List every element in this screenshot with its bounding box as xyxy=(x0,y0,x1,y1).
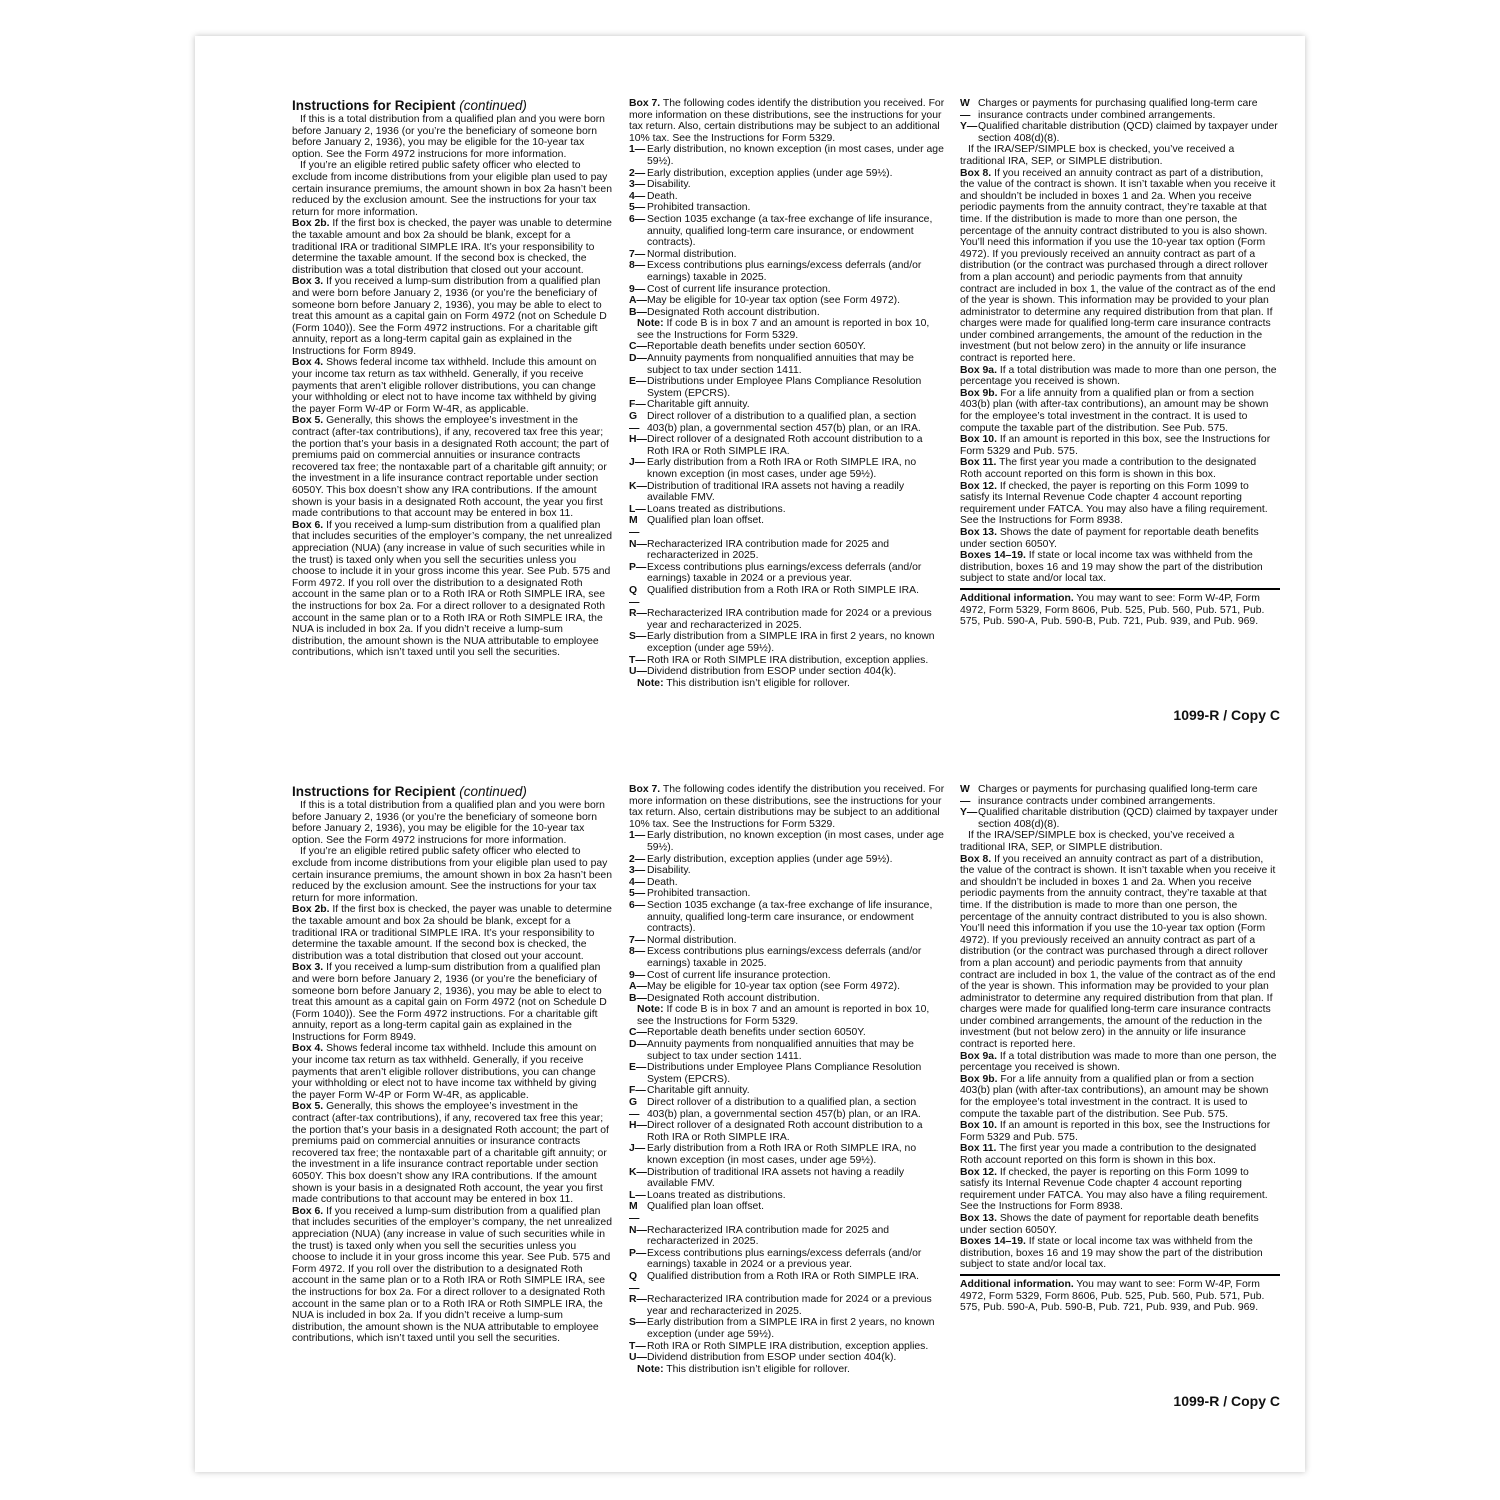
paragraph-text: The first year you made a contribution to the designated Roth account reported on this form is shown in this box. xyxy=(960,457,1257,480)
paragraph xyxy=(292,357,612,415)
code-item xyxy=(960,784,1280,807)
code-key: 6— xyxy=(629,213,646,225)
paragraph xyxy=(960,1120,1280,1143)
code-description: Excess contributions plus earnings/excess deferrals (and/or earnings) taxable in 2024 or a previous year. xyxy=(647,561,922,585)
paragraph xyxy=(292,846,612,904)
code-key: 4— xyxy=(629,190,646,202)
code-description: Roth IRA or Roth SIMPLE IRA distribution, exception applies. xyxy=(647,654,929,666)
box-label: Box 2b. xyxy=(292,904,330,916)
code-item xyxy=(629,1341,947,1353)
column-3 xyxy=(960,784,1280,1314)
code-description: Death. xyxy=(647,190,678,202)
box-label: Box 8. xyxy=(960,853,992,865)
box-label: Box 6. xyxy=(292,519,324,531)
code-key: E— xyxy=(629,376,647,388)
paragraph-text: Shows federal income tax withheld. Include this amount on your income tax return as tax withheld. Generally, if you receive payments that aren’t eligible rollover distributions, you can change your withholding or elect not to have income tax withheld by giving the payer Form W-4P or Form W-4R, as applicable. xyxy=(292,1043,597,1101)
code-description: Early distribution, exception applies (under age 59½). xyxy=(647,167,893,179)
note-rollover: Note: This distribution isn’t eligible for rollover. xyxy=(637,1363,850,1375)
code-description: Direct rollover of a distribution to a qualified plan, a section 403(b) plan, a governmental section 457(b) plan, or an IRA. xyxy=(647,411,921,434)
paragraph-text: For a life annuity from a qualified plan or from a section 403(b) plan (with after-tax contributions), an amount may be shown for the employee’s total investment in the contract. It is used to compute the taxable part of the distribution. See Pub. 575. xyxy=(960,1073,1269,1120)
code-key: S— xyxy=(629,1317,647,1329)
box-label: Box 9b. xyxy=(960,387,998,399)
code-item xyxy=(629,249,947,261)
code-item xyxy=(629,585,947,608)
code-item xyxy=(629,830,947,853)
paragraph xyxy=(292,160,612,218)
paragraph-text: If you received an annuity contract as part of a distribution, the value of the contract is shown. It isn’t taxable when you receive it and shouldn’t be included in boxes 1 and 2a. When you receive periodic payments from the annuity contract, they’re taxable at that time. If the distribution is made to more than one person, the percentage of the annuity contract distributed to you is also shown. You’ll need this information if you use the 10-year tax option (Form 4972). If you previously received an annuity contract as part of a distribution (or the contract was purchased through a direct rollover from a plan account) and periodic payments from that annuity contract are included in box 1, the value of the contract as of the end of the year is shown. This information may be provided to your plan administrator to determine any required distribution from that plan. If charges were made for qualified long-term care insurance contracts under combined arrangements, the amount of the reduction in the investment (but not below zero) in the annuity or life insurance contract is reported here. xyxy=(960,853,1276,1051)
code-description: Charitable gift annuity. xyxy=(647,399,750,411)
paragraph xyxy=(292,218,612,276)
code-key: 2— xyxy=(629,167,646,179)
paragraph xyxy=(960,1051,1280,1074)
code-description: Qualified charitable distribution (QCD) claimed by taxpayer under section 408(d)(8). xyxy=(978,807,1278,830)
code-item xyxy=(629,888,947,900)
code-description: Annuity payments from nonqualified annuities that may be subject to tax under section 1411. xyxy=(647,353,914,376)
code-item xyxy=(629,144,947,167)
box-label: Box 8. xyxy=(960,167,992,179)
code-key: 3— xyxy=(629,179,646,191)
code-key: R— xyxy=(629,1294,647,1306)
code-description: Recharacterized IRA contribution made for 2025 and recharacterized in 2025. xyxy=(647,1224,890,1248)
box-label: Box 3. xyxy=(292,962,324,974)
note-rollover: Note: This distribution isn’t eligible for rollover. xyxy=(637,677,850,689)
paragraph-text: The first year you made a contribution to the designated Roth account reported on this form is shown in this box. xyxy=(960,1143,1257,1166)
code-description: Direct rollover of a designated Roth account distribution to a Roth IRA or Roth SIMPLE IRA. xyxy=(647,1120,923,1143)
paragraph xyxy=(292,904,612,962)
box-label: Box 9a. xyxy=(960,364,997,376)
code-key: Y— xyxy=(960,121,978,133)
instructions-heading: Instructions for Recipient (continued) xyxy=(292,784,527,799)
code-description: Disability. xyxy=(647,865,691,877)
code-key: K— xyxy=(629,1166,647,1178)
code-description: Qualified distribution from a Roth IRA or Roth SIMPLE IRA. xyxy=(647,584,920,596)
code-key: 5— xyxy=(629,202,646,214)
code-description: Qualified charitable distribution (QCD) claimed by taxpayer under section 408(d)(8). xyxy=(978,121,1278,144)
code-description: Distribution of traditional IRA assets not having a readily available FMV. xyxy=(647,480,905,504)
paragraph-text: If you received a lump-sum distribution from a qualified plan and were born before January 2, 1936 (or you’re the beneficiary of someone born before January 2, 1936), you may be able to elect to treat this amount as a capital gain on Form 4972 (not on Schedule D (Form 1040)). See the Form 4972 instructions. For a charitable gift annuity, report as a long-term capital gain as explained in the Instructions for Form 8949. xyxy=(292,962,607,1043)
code-item xyxy=(629,376,947,399)
code-list xyxy=(629,341,947,677)
code-item xyxy=(629,411,947,434)
code-list xyxy=(629,830,947,1004)
code-description: Prohibited transaction. xyxy=(647,202,751,214)
paragraph-text: If a total distribution was made to more than one person, the percentage you received is shown. xyxy=(960,1050,1277,1074)
code-description: May be eligible for 10-year tax option (see Form 4972). xyxy=(647,981,900,993)
code-key: J— xyxy=(629,457,646,469)
code-description: Early distribution from a SIMPLE IRA in first 2 years, no known exception (under age 59½). xyxy=(647,1317,935,1340)
code-key: H— xyxy=(629,434,647,446)
column-1 xyxy=(292,98,612,659)
column-1-body xyxy=(292,114,612,659)
box-label: Box 6. xyxy=(292,1205,324,1217)
code-description: Disability. xyxy=(647,179,691,191)
code-description: Charitable gift annuity. xyxy=(647,1085,750,1097)
box-label: Box 12. xyxy=(960,1166,997,1178)
box-label: Box 9a. xyxy=(960,1050,997,1062)
paragraph-text: If you’re an eligible retired public safety officer who elected to exclude from income distributions from your eligible plan used to pay certain insurance premiums, the amount shown in box 2a hasn’t been reduced by the exclusion amount. See the instructions for your tax return for more information. xyxy=(292,160,612,218)
code-key: 3— xyxy=(629,865,646,877)
code-key: W— xyxy=(960,784,971,807)
paragraph xyxy=(960,854,1280,1051)
code-key: A— xyxy=(629,981,647,993)
box-label: Box 11. xyxy=(960,1143,997,1155)
code-key: 1— xyxy=(629,830,646,842)
code-item xyxy=(629,865,947,877)
code-description: Death. xyxy=(647,876,678,888)
code-item xyxy=(629,608,947,631)
code-item xyxy=(629,341,947,353)
code-key: N— xyxy=(629,538,647,550)
box-label: Boxes 14–19. xyxy=(960,550,1026,562)
code-description: Charges or payments for purchasing qualified long-term care insurance contracts under combined arrangements. xyxy=(978,98,1258,121)
code-item xyxy=(629,631,947,654)
box-label: Boxes 14–19. xyxy=(960,1236,1026,1248)
paragraph-text: If checked, the payer is reporting on this Form 1099 to satisfy its Internal Revenue Code chapter 4 account reporting requirement under FATCA. You may also have a filing requirement. See the Instructions for Form 8938. xyxy=(960,1166,1268,1213)
paragraph xyxy=(960,527,1280,550)
paragraph xyxy=(960,1236,1280,1271)
paragraph xyxy=(292,415,612,519)
code-key: 1— xyxy=(629,144,646,156)
paragraph-text: If the first box is checked, the payer was unable to determine the taxable amount and box 2a should be blank, except for a traditional IRA or traditional SIMPLE IRA. It’s your responsibility to determine the taxable amount. If the second box is checked, the distribution was a total distribution that closed out your account. xyxy=(292,904,612,962)
code-key: Q— xyxy=(629,584,640,608)
code-item xyxy=(629,1248,947,1271)
code-key: E— xyxy=(629,1062,647,1074)
code-item xyxy=(629,993,947,1005)
code-description: Designated Roth account distribution. xyxy=(647,992,820,1004)
column-2 xyxy=(629,784,947,1375)
code-item xyxy=(629,1317,947,1340)
code-description: Charges or payments for purchasing qualified long-term care insurance contracts under combined arrangements. xyxy=(978,784,1258,807)
code-key: F— xyxy=(629,399,646,411)
code-item xyxy=(629,946,947,969)
paragraph xyxy=(960,365,1280,388)
paragraph-text: For a life annuity from a qualified plan or from a section 403(b) plan (with after-tax contributions), an amount may be shown for the employee’s total investment in the contract. It is used to compute the taxable part of the distribution. See Pub. 575. xyxy=(960,387,1269,434)
box-list xyxy=(960,854,1280,1271)
box-label: Box 10. xyxy=(960,434,997,446)
code-key: 9— xyxy=(629,283,646,295)
box-label: Box 13. xyxy=(960,526,997,538)
copy-label: 1099-R / Copy C xyxy=(1173,707,1280,723)
paragraph-text: If a total distribution was made to more than one person, the percentage you received is shown. xyxy=(960,364,1277,388)
code-key: T— xyxy=(629,654,646,666)
code-key: L— xyxy=(629,503,646,515)
code-description: Qualified plan loan offset. xyxy=(647,1201,765,1213)
code-key: T— xyxy=(629,1340,646,1352)
box-label: Box 3. xyxy=(292,276,324,288)
code-key: C— xyxy=(629,341,647,353)
code-key: 6— xyxy=(629,899,646,911)
ira-note: If the IRA/SEP/SIMPLE box is checked, you’ve received a traditional IRA, SEP, or SIMPLE distribution. xyxy=(960,830,1235,853)
code-description: Distribution of traditional IRA assets not having a readily available FMV. xyxy=(647,1166,905,1190)
code-key: A— xyxy=(629,295,647,307)
box-label: Box 2b. xyxy=(292,218,330,230)
code-key: D— xyxy=(629,353,647,365)
code-item xyxy=(629,353,947,376)
code-item xyxy=(629,202,947,214)
code-key: P— xyxy=(629,1247,647,1259)
code-description: Early distribution, no known exception (in most cases, under age 59½). xyxy=(647,144,944,167)
box-label: Box 4. xyxy=(292,1043,324,1055)
box7-intro: Box 7. The following codes identify the distribution you received. For more information on these distributions, see the instructions for your tax return. Also, certain distributions may be subject to an additional 10% tax. See the Instructions for Form 5329. xyxy=(629,784,945,830)
code-item xyxy=(629,539,947,562)
code-description: Excess contributions plus earnings/excess deferrals (and/or earnings) taxable in 2025. xyxy=(647,260,922,283)
paragraph xyxy=(960,481,1280,527)
code-item xyxy=(629,970,947,982)
paragraph xyxy=(960,168,1280,365)
code-description: Qualified plan loan offset. xyxy=(647,515,765,527)
code-description: Cost of current life insurance protection. xyxy=(647,283,831,295)
code-item xyxy=(960,807,1280,830)
paragraph xyxy=(292,800,612,846)
code-item xyxy=(629,179,947,191)
code-item xyxy=(629,1271,947,1294)
code-item xyxy=(629,900,947,935)
code-item xyxy=(629,260,947,283)
copy-label: 1099-R / Copy C xyxy=(1173,1393,1280,1409)
paragraph-text: If you received a lump-sum distribution from a qualified plan that includes securities of the employer’s company, the net unrealized appreciation (NUA) (any increase in value of such securities while in the trust) is taxed only when you sell the securities unless you choose to include it in your gross income this year. See Pub. 575 and Form 4972. If you roll over the distribution to a designated Roth account in the same plan or to a Roth IRA or Roth SIMPLE IRA, see the instructions for box 2a. For a direct rollover to a designated Roth account in the same plan or to a Roth IRA or Roth SIMPLE IRA, the NUA is included in box 2a. If you didn’t receive a lump-sum distribution, the amount shown is the NUA attributable to employee contributions, which isn’t taxed until you sell the securities. xyxy=(292,519,612,659)
code-description: May be eligible for 10-year tax option (see Form 4972). xyxy=(647,295,900,307)
code-key: S— xyxy=(629,631,647,643)
code-item xyxy=(629,854,947,866)
column-1-body xyxy=(292,800,612,1345)
code-key: R— xyxy=(629,608,647,620)
code-item xyxy=(629,981,947,993)
code-item xyxy=(629,168,947,180)
column-2 xyxy=(629,98,947,689)
paragraph xyxy=(960,457,1280,480)
code-item xyxy=(629,504,947,516)
code-item xyxy=(629,1167,947,1190)
code-key: B— xyxy=(629,306,647,318)
paragraph xyxy=(960,1074,1280,1120)
box7-intro: Box 7. The following codes identify the distribution you received. For more information on these distributions, see the instructions for your tax return. Also, certain distributions may be subject to an additional 10% tax. See the Instructions for Form 5329. xyxy=(629,98,945,144)
code-description: Early distribution, exception applies (under age 59½). xyxy=(647,853,893,865)
code-description: Normal distribution. xyxy=(647,248,737,260)
code-item xyxy=(629,1085,947,1097)
paragraph xyxy=(960,1143,1280,1166)
code-item xyxy=(629,1120,947,1143)
code-key: M— xyxy=(629,515,640,538)
code-description: Early distribution, no known exception (in most cases, under age 59½). xyxy=(647,830,944,853)
code-key: G— xyxy=(629,1097,640,1120)
code-item xyxy=(629,1143,947,1166)
code-list xyxy=(629,1027,947,1363)
code-description: Qualified distribution from a Roth IRA or Roth SIMPLE IRA. xyxy=(647,1270,920,1282)
code-item xyxy=(629,1190,947,1202)
code-description: Prohibited transaction. xyxy=(647,888,751,900)
code-key: 5— xyxy=(629,888,646,900)
column-1 xyxy=(292,784,612,1345)
box-label: Box 13. xyxy=(960,1212,997,1224)
code-description: Recharacterized IRA contribution made for 2025 and recharacterized in 2025. xyxy=(647,538,890,562)
paragraph-text: If this is a total distribution from a qualified plan and you were born before January 2, 1936 (or you’re the beneficiary of someone born before January 2, 1936), you may be eligible for the 10-year tax option. See the Form 4972 instrucions for more information. xyxy=(292,800,605,846)
paragraph-text: Generally, this shows the employee’s investment in the contract (after-tax contributions), if any, recovered tax free this year; the portion that’s your basis in a designated Roth account; the part of premiums paid on commercial annuities or insurance contracts recovered tax free; the nontaxable part of a charitable gift annuity; or the investment in a life insurance contract reportable under section 6050Y. This box doesn’t show any IRA contributions. If the amount shown is your basis in a designated Roth account, the year you first made contributions to that account may be entered in box 11. xyxy=(292,1101,609,1206)
code-key: L— xyxy=(629,1189,646,1201)
code-description: Cost of current life insurance protection. xyxy=(647,969,831,981)
paragraph-text: If an amount is reported in this box, see the Instructions for Form 5329 and Pub. 575. xyxy=(960,1120,1271,1143)
code-item xyxy=(629,295,947,307)
code-key: F— xyxy=(629,1085,646,1097)
box-label: Box 4. xyxy=(292,357,324,369)
code-description: Dividend distribution from ESOP under section 404(k). xyxy=(647,666,897,678)
code-item xyxy=(629,457,947,480)
code-list xyxy=(960,98,1280,144)
paragraph-text: Shows the date of payment for reportable death benefits under section 6050Y. xyxy=(960,526,1259,550)
code-item xyxy=(960,121,1280,144)
paragraph xyxy=(292,114,612,160)
code-description: Early distribution from a Roth IRA or Roth SIMPLE IRA, no known exception (in most cases, under age 59½). xyxy=(647,1143,917,1166)
code-description: Section 1035 exchange (a tax-free exchange of life insurance, annuity, qualified long-term care insurance, or endowment contracts). xyxy=(647,899,933,935)
code-description: Normal distribution. xyxy=(647,934,737,946)
code-item xyxy=(629,284,947,296)
code-key: B— xyxy=(629,992,647,1004)
code-item xyxy=(629,307,947,319)
code-key: W— xyxy=(960,98,971,121)
code-item xyxy=(629,515,947,538)
code-item xyxy=(629,434,947,457)
form-copy-top xyxy=(292,98,1280,723)
code-item xyxy=(629,1027,947,1039)
code-key: 9— xyxy=(629,969,646,981)
box-label: Box 9b. xyxy=(960,1073,998,1085)
code-item xyxy=(629,1201,947,1224)
code-description: Annuity payments from nonqualified annuities that may be subject to tax under section 1411. xyxy=(647,1039,914,1062)
paragraph xyxy=(292,1043,612,1101)
box-label: Box 5. xyxy=(292,1101,324,1113)
code-item xyxy=(629,399,947,411)
additional-information: Additional information. You may want to see: Form W-4P, Form 4972, Form 5329, Form 8606, Pub. 525, Pub. 560, Pub. 571, Pub. 575, Pub. 590-A, Pub. 590-B, Pub. 721, Pub. 939, and Pub. 969. xyxy=(960,588,1280,628)
code-item xyxy=(629,655,947,667)
code-list xyxy=(960,784,1280,830)
code-key: Y— xyxy=(960,807,978,819)
paragraph-text: If state or local income tax was withheld from the distribution, boxes 16 and 19 may show the part of the distribution subject to state and/or local tax. xyxy=(960,550,1263,585)
paragraph-text: If the first box is checked, the payer was unable to determine the taxable amount and box 2a should be blank, except for a traditional IRA or traditional SIMPLE IRA. It’s your responsibility to determine the taxable amount. If the second box is checked, the distribution was a total distribution that closed out your account. xyxy=(292,218,612,276)
code-description: Excess contributions plus earnings/excess deferrals (and/or earnings) taxable in 2024 or a previous year. xyxy=(647,1247,922,1271)
note-code-b: Note: If code B is in box 7 and an amount is reported in box 10, see the Instructions for Form 5329. xyxy=(637,1004,930,1027)
code-description: Reportable death benefits under section 6050Y. xyxy=(647,341,866,353)
code-key: 8— xyxy=(629,946,646,958)
paragraph-text: If you received a lump-sum distribution from a qualified plan and were born before January 2, 1936 (or you’re the beneficiary of someone born before January 2, 1936), you may be able to elect to treat this amount as a capital gain on Form 4972 (not on Schedule D (Form 1040)). See the Form 4972 instructions. For a charitable gift annuity, report as a long-term capital gain as explained in the Instructions for Form 8949. xyxy=(292,276,607,357)
paragraph-text: If state or local income tax was withheld from the distribution, boxes 16 and 19 may show the part of the distribution subject to state and/or local tax. xyxy=(960,1236,1263,1271)
code-item xyxy=(629,481,947,504)
code-description: Early distribution from a Roth IRA or Roth SIMPLE IRA, no known exception (in most cases, under age 59½). xyxy=(647,457,917,480)
code-description: Section 1035 exchange (a tax-free exchange of life insurance, annuity, qualified long-term care insurance, or endowment contracts). xyxy=(647,213,933,249)
note-code-b: Note: If code B is in box 7 and an amount is reported in box 10, see the Instructions for Form 5329. xyxy=(637,318,930,341)
code-key: U— xyxy=(629,1352,647,1364)
paragraph xyxy=(960,388,1280,434)
code-item xyxy=(629,1039,947,1062)
code-description: Roth IRA or Roth SIMPLE IRA distribution, exception applies. xyxy=(647,1340,929,1352)
paragraph xyxy=(960,1213,1280,1236)
column-3 xyxy=(960,98,1280,628)
code-key: M— xyxy=(629,1201,640,1224)
paragraph xyxy=(292,276,612,357)
code-key: 7— xyxy=(629,248,646,260)
code-key: U— xyxy=(629,666,647,678)
code-description: Reportable death benefits under section 6050Y. xyxy=(647,1027,866,1039)
ira-note: If the IRA/SEP/SIMPLE box is checked, you’ve received a traditional IRA, SEP, or SIMPLE distribution. xyxy=(960,144,1235,167)
code-item xyxy=(629,1225,947,1248)
box-label: Box 10. xyxy=(960,1120,997,1132)
additional-information: Additional information. You may want to see: Form W-4P, Form 4972, Form 5329, Form 8606, Pub. 525, Pub. 560, Pub. 571, Pub. 575, Pub. 590-A, Pub. 590-B, Pub. 721, Pub. 939, and Pub. 969. xyxy=(960,1274,1280,1314)
code-item xyxy=(629,1062,947,1085)
paragraph xyxy=(960,434,1280,457)
code-key: D— xyxy=(629,1039,647,1051)
code-description: Recharacterized IRA contribution made for 2024 or a previous year and recharacterized in 2025. xyxy=(647,608,932,631)
code-description: Excess contributions plus earnings/excess deferrals (and/or earnings) taxable in 2025. xyxy=(647,946,922,969)
paragraph-text: Generally, this shows the employee’s investment in the contract (after-tax contributions), if any, recovered tax free this year; the portion that’s your basis in a designated Roth account; the part of premiums paid on commercial annuities or insurance contracts recovered tax free; the nontaxable part of a charitable gift annuity; or the investment in a life insurance contract reportable under section 6050Y. This box doesn’t show any IRA contributions. If the amount shown is your basis in a designated Roth account, the year you first made contributions to that account may be entered in box 11. xyxy=(292,415,609,520)
code-description: Direct rollover of a designated Roth account distribution to a Roth IRA or Roth SIMPLE IRA. xyxy=(647,434,923,457)
code-description: Distributions under Employee Plans Compliance Resolution System (EPCRS). xyxy=(647,376,922,399)
box-label: Box 12. xyxy=(960,480,997,492)
paragraph-text: Shows federal income tax withheld. Include this amount on your income tax return as tax withheld. Generally, if you receive payments that aren’t eligible rollover distributions, you can change your withholding or elect not to have income tax withheld by giving the payer Form W-4P or Form W-4R, as applicable. xyxy=(292,357,597,415)
paragraph-text: Shows the date of payment for reportable death benefits under section 6050Y. xyxy=(960,1212,1259,1236)
code-item xyxy=(629,1294,947,1317)
code-key: N— xyxy=(629,1224,647,1236)
code-description: Designated Roth account distribution. xyxy=(647,306,820,318)
code-description: Distributions under Employee Plans Compliance Resolution System (EPCRS). xyxy=(647,1062,922,1085)
paragraph xyxy=(292,1101,612,1205)
code-key: C— xyxy=(629,1027,647,1039)
code-key: 8— xyxy=(629,260,646,272)
code-key: K— xyxy=(629,480,647,492)
code-item xyxy=(629,191,947,203)
code-item xyxy=(629,562,947,585)
code-description: Dividend distribution from ESOP under section 404(k). xyxy=(647,1352,897,1364)
paragraph xyxy=(292,962,612,1043)
code-key: Q— xyxy=(629,1270,640,1294)
code-description: Direct rollover of a distribution to a qualified plan, a section 403(b) plan, a governmental section 457(b) plan, or an IRA. xyxy=(647,1097,921,1120)
paragraph xyxy=(292,520,612,659)
code-item xyxy=(629,1352,947,1364)
code-key: J— xyxy=(629,1143,646,1155)
code-description: Early distribution from a SIMPLE IRA in first 2 years, no known exception (under age 59½). xyxy=(647,631,935,654)
paragraph-text: If you’re an eligible retired public safety officer who elected to exclude from income distributions from your eligible plan used to pay certain insurance premiums, the amount shown in box 2a hasn’t been reduced by the exclusion amount. See the instructions for your tax return for more information. xyxy=(292,846,612,904)
code-key: 7— xyxy=(629,934,646,946)
code-description: Loans treated as distributions. xyxy=(647,503,786,515)
paragraph xyxy=(292,1206,612,1345)
code-key: H— xyxy=(629,1120,647,1132)
paragraph xyxy=(960,550,1280,585)
instructions-heading: Instructions for Recipient (continued) xyxy=(292,98,527,113)
code-description: Loans treated as distributions. xyxy=(647,1189,786,1201)
code-item xyxy=(629,877,947,889)
paragraph xyxy=(960,1167,1280,1213)
box-label: Box 11. xyxy=(960,457,997,469)
code-key: G— xyxy=(629,411,640,434)
paragraph-text: If this is a total distribution from a qualified plan and you were born before January 2, 1936 (or you’re the beneficiary of someone born before January 2, 1936), you may be eligible for the 10-year tax option. See the Form 4972 instrucions for more information. xyxy=(292,114,605,160)
code-item xyxy=(960,98,1280,121)
paragraph-text: If you received a lump-sum distribution from a qualified plan that includes securities of the employer’s company, the net unrealized appreciation (NUA) (any increase in value of such securities while in the trust) is taxed only when you sell the securities unless you choose to include it in your gross income this year. See Pub. 575 and Form 4972. If you roll over the distribution to a designated Roth account in the same plan or to a Roth IRA or Roth SIMPLE IRA, see the instructions for box 2a. For a direct rollover to a designated Roth account in the same plan or to a Roth IRA or Roth SIMPLE IRA, the NUA is included in box 2a. If you didn’t receive a lump-sum distribution, the amount shown is the NUA attributable to employee contributions, which isn’t taxed until you sell the securities. xyxy=(292,1205,612,1345)
code-item xyxy=(629,935,947,947)
box-label: Box 5. xyxy=(292,415,324,427)
code-key: 4— xyxy=(629,876,646,888)
form-copy-bottom xyxy=(292,784,1280,1409)
code-item xyxy=(629,1097,947,1120)
paragraph-text: If you received an annuity contract as part of a distribution, the value of the contract is shown. It isn’t taxable when you receive it and shouldn’t be included in boxes 1 and 2a. When you receive periodic payments from the annuity contract, they’re taxable at that time. If the distribution is made to more than one person, the percentage of the annuity contract distributed to you is also shown. You’ll need this information if you use the 10-year tax option (Form 4972). If you previously received an annuity contract as part of a distribution (or the contract was purchased through a direct rollover from a plan account) and periodic payments from that annuity contract are included in box 1, the value of the contract as of the end of the year is shown. This information may be provided to your plan administrator to determine any required distribution from that plan. If charges were made for qualified long-term care insurance contracts under combined arrangements, the amount of the reduction in the investment (but not below zero) in the annuity or life insurance contract is reported here. xyxy=(960,167,1276,365)
code-key: P— xyxy=(629,561,647,573)
paragraph-text: If an amount is reported in this box, see the Instructions for Form 5329 and Pub. 575. xyxy=(960,434,1271,457)
code-item xyxy=(629,666,947,678)
code-description: Recharacterized IRA contribution made for 2024 or a previous year and recharacterized in 2025. xyxy=(647,1294,932,1317)
code-key: 2— xyxy=(629,853,646,865)
code-list xyxy=(629,144,947,318)
paragraph-text: If checked, the payer is reporting on this Form 1099 to satisfy its Internal Revenue Code chapter 4 account reporting requirement under FATCA. You may also have a filing requirement. See the Instructions for Form 8938. xyxy=(960,480,1268,527)
box-list xyxy=(960,168,1280,585)
code-item xyxy=(629,214,947,249)
